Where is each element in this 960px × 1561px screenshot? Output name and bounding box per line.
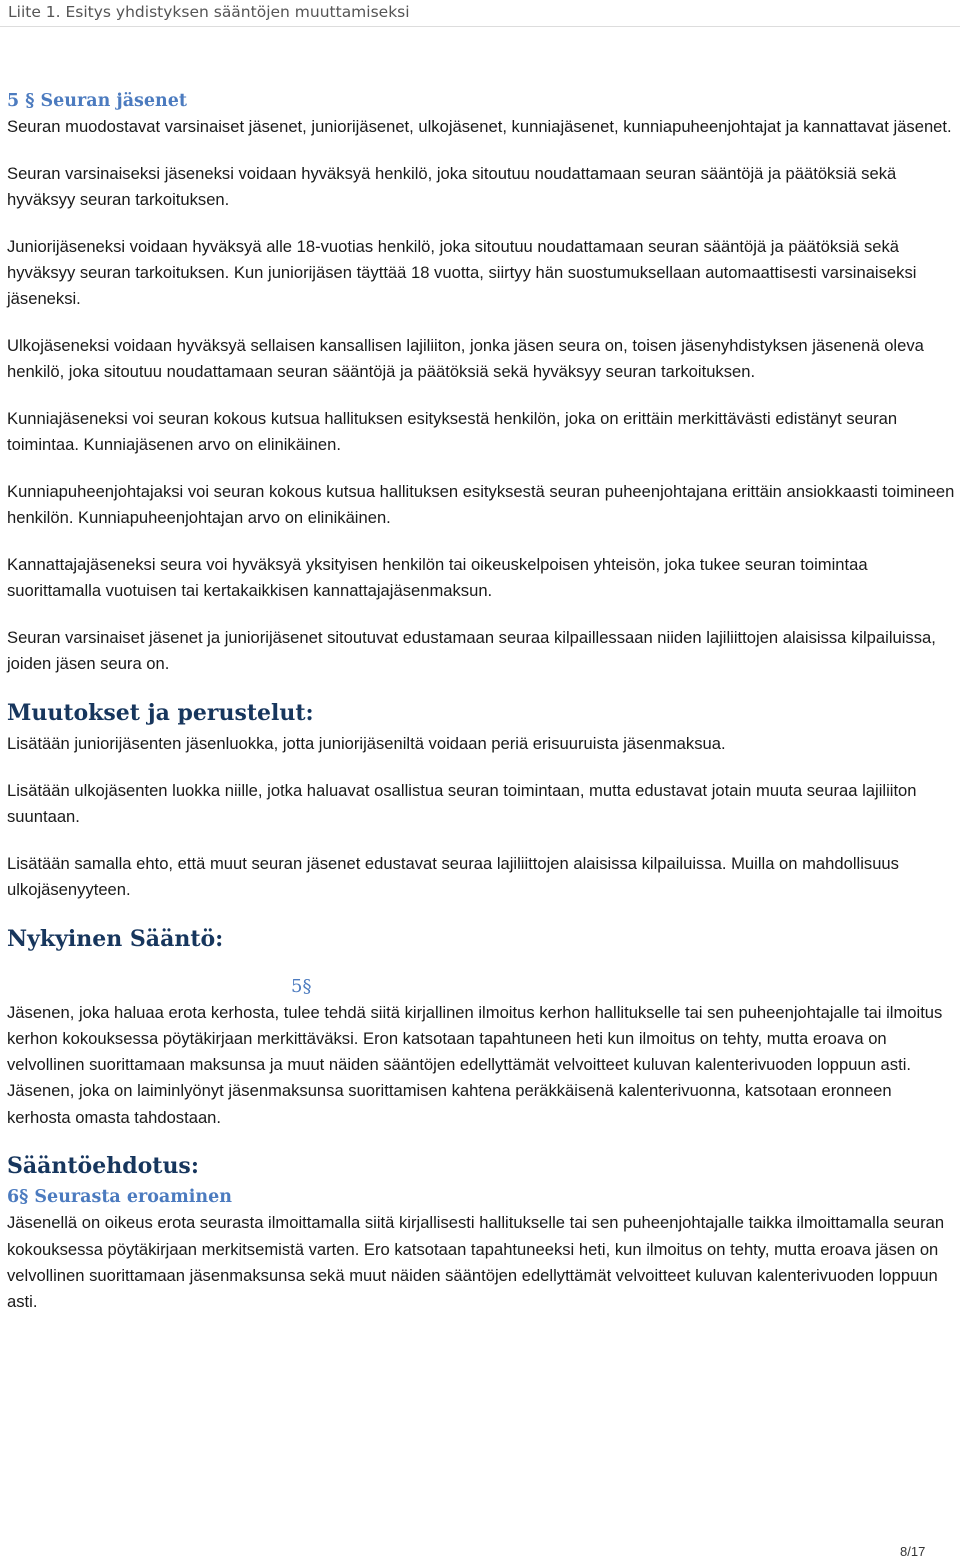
document-body — [7, 88, 957, 1316]
changes-paragraph: Lisätään samalla ehto, että muut seuran jäsenet edustavat seuraa lajiliittojen alaisissa kilpailuissa. Muilla on mahdollisuus ulkojäsenyyteen. — [7, 853, 899, 899]
section-5-paragraph: Ulkojäseneksi voidaan hyväksyä sellaisen kansallisen lajiliiton, jonka jäsen seura on, toisen jäsenyhdistyksen jäsenenä oleva henkilö, joka sitoutuu noudattamaan seuran sääntöjä ja päätöksiä sekä hyväksyy seuran tarkoituksen. — [7, 335, 924, 382]
section-5-paragraph: Kannattajajäseneksi seura voi hyväksyä yksityisen henkilön tai oikeuskelpoisen yhteisön, joka tukee seuran toimintaa suorittamalla vuotuisen tai kertakaikkisen kannattajajäsenmaksun. — [7, 554, 868, 601]
section-6-heading: 6§ Seurasta eroaminen — [7, 1187, 232, 1208]
page-number: 8/17 — [900, 1544, 926, 1559]
proposal-heading: Sääntöehdotus: — [7, 1153, 199, 1180]
section-5-paragraph: Seuran varsinaiseksi jäseneksi voidaan hyväksyä henkilö, joka sitoutuu noudattamaan seuran sääntöjä ja päätöksiä sekä hyväksyy seuran tarkoituksen. — [7, 163, 897, 209]
section-5-paragraph: Juniorijäseneksi voidaan hyväksyä alle 18-vuotias henkilö, joka sitoutuu noudattamaan seuran sääntöjä ja päätöksiä sekä hyväksyy seuran tarkoituksen. Kun juniorijäsen täyttää 18 vuotta, siirtyy hän suostumuksellaan automaattisesti varsinaiseksi jäseneksi. — [7, 236, 917, 309]
changes-paragraph: Lisätään ulkojäsenten luokka niille, jotka haluavat osallistua seuran toimintaan, mutta edustavat jotain muuta seuraa lajiliiton suuntaan. — [7, 780, 917, 826]
current-rule-heading: Nykyinen Sääntö: — [7, 925, 224, 952]
changes-heading: Muutokset ja perustelut: — [7, 699, 314, 726]
current-rule-paragraph: Jäsenen, joka haluaa erota kerhosta, tulee tehdä siitä kirjallinen ilmoitus kerhon hallitukselle tai sen puheenjohtajalle tai ilmoitus kerhon kokouksessa pöytäkirjaan merkittäväksi. Eron katsotaan tapahtuneen heti kun ilmoitus on tehty, mutta eroava on velvollinen suorittamaan maksunsa ja muut näiden sääntöjen edellyttämät velvoitteet kuluvan kalenterivuoden loppuun asti. Jäsenen, joka on laiminlyönyt jäsenmaksunsa suorittamisen kahtena peräkkäisenä kalenterivuonna, katsotaan eronneen kerhosta omasta tahdostaan. — [7, 1002, 943, 1127]
section-5-paragraph: Kunniajäseneksi voi seuran kokous kutsua hallituksen esityksestä henkilön, joka on erittäin merkittävästi edistänyt seuran toimintaa. Kunniajäsenen arvo on elinikäinen. — [7, 408, 898, 455]
section-5-paragraph: Seuran varsinaiset jäsenet ja juniorijäsenet sitoutuvat edustamaan seuraa kilpaillessaan niiden lajiliittojen alaisissa kilpailuissa, joiden jäsen seura on. — [7, 627, 936, 674]
document-header: Liite 1. Esitys yhdistyksen sääntöjen muuttamiseksi — [8, 3, 410, 21]
section-5-paragraph: Seuran muodostavat varsinaiset jäsenet, juniorijäsenet, ulkojäsenet, kunniajäsenet, kunniapuheenjohtajat ja kannattavat jäsenet. — [7, 117, 952, 136]
changes-paragraph: Lisätään juniorijäsenten jäsenluokka, jotta juniorijäseniltä voidaan periä erisuuruista jäsenmaksua. — [7, 733, 726, 753]
section-5-paragraph: Kunniapuheenjohtajaksi voi seuran kokous kutsua hallituksen esityksestä seuran puheenjohtajana erittäin ansiokkaasti toimineen henkilön. Kunniapuheenjohtajan arvo on elinikäinen. — [7, 481, 955, 528]
proposal-paragraph: Jäsenellä on oikeus erota seurasta ilmoittamalla siitä kirjallisesti hallitukselle tai sen puheenjohtajalle taikka ilmoittamalla seuran kokouksessa pöytäkirjaan merkitsemistä varten. Ero katsotaan tapahtuneeksi heti, kun ilmoitus on tehty, mutta eroava jäsen on velvollinen suorittamaan jäsenmaksunsa sekä muut näiden sääntöjen edellyttämät velvoitteet kuluvan kalenterivuoden loppuun asti. — [7, 1213, 945, 1312]
header-divider — [0, 26, 960, 27]
section-5-heading: 5 § Seuran jäsenet — [7, 91, 187, 111]
current-section-number: 5§ — [291, 975, 312, 997]
